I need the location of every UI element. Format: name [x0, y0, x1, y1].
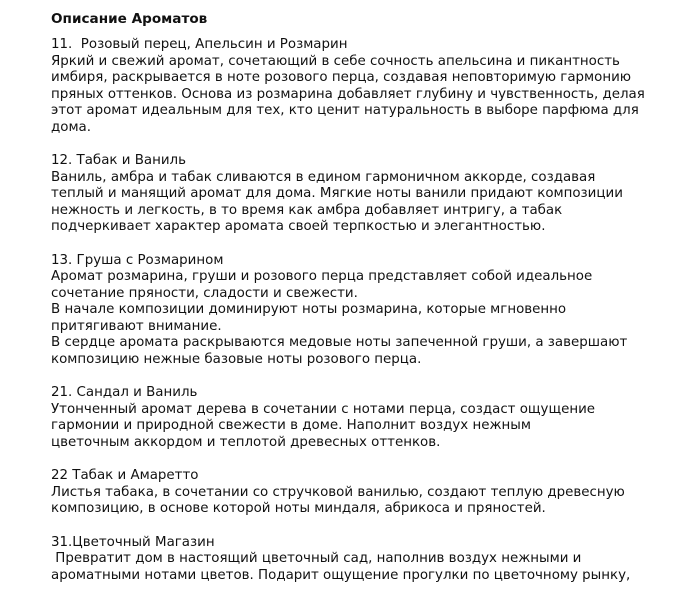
- text-line: теплый и манящий аромат для дома. Мягкие ноты ванили придают композиции: [51, 186, 623, 201]
- fragrance-section: [51, 253, 681, 369]
- text-line: притягивают внимание.: [51, 318, 222, 334]
- section-heading: 31.Цветочный Магазин: [51, 534, 215, 550]
- section-heading: 12. Табак и Ваниль: [51, 153, 187, 168]
- document-title: Описание Ароматов: [51, 11, 208, 27]
- section-paragraph: [51, 402, 681, 452]
- text-line: композицию нежные базовые ноты розового перца.: [51, 351, 422, 367]
- fragrance-section: [51, 153, 681, 236]
- text-line: гармонии и природной свежести в доме. Наполнит воздух нежным: [51, 418, 531, 433]
- text-line: нежность и легкость, в то время как амбра добавляет интригу, а табак: [51, 202, 563, 218]
- text-line: сочетание пряности, сладости и свежести.: [51, 285, 358, 301]
- section-paragraph: [51, 54, 681, 137]
- text-line: ароматными нотами цветов. Подарит ощущение прогулки по цветочному рынку,: [51, 567, 631, 583]
- section-paragraph: [51, 269, 681, 302]
- text-line: Аромат розмарина, груши и розового перца представляет собой идеальное: [51, 269, 593, 284]
- text-line: имбиря, раскрывается в ноте розового перца, создавая неповторимую гармонию: [51, 70, 632, 85]
- fragrance-section: [51, 468, 681, 518]
- text-line: подчеркивает характер аромата своей терпкостью и элегантностью.: [51, 219, 546, 234]
- section-paragraph: [51, 302, 681, 335]
- text-line: Утонченный аромат дерева в сочетании с нотами перца, создаст ощущение: [51, 401, 596, 417]
- text-line: В начале композиции доминируют ноты розмарина, которые мгновенно: [51, 302, 567, 317]
- section-paragraph: [51, 170, 681, 236]
- text-line: В сердце аромата раскрываются медовые ноты запеченной груши, а завершают: [51, 335, 628, 350]
- text-line: Яркий и свежий аромат, сочетающий в себе сочность апельсина и пикантность: [51, 53, 620, 69]
- section-heading: 13. Груша с Розмарином: [51, 252, 224, 268]
- section-heading: 22 Табак и Амаретто: [51, 468, 199, 483]
- document-body: [51, 11, 681, 601]
- text-line: Превратит дом в настоящий цветочный сад, наполнив воздух нежными и: [51, 551, 582, 566]
- fragrance-section: [51, 37, 681, 136]
- text-line: Ваниль, амбра и табак сливаются в едином гармоничном аккорде, создавая: [51, 169, 596, 185]
- section-heading: 11. Розовый перец, Апельсин и Розмарин: [51, 37, 348, 52]
- section-paragraph: [51, 335, 681, 368]
- text-line: цветочным аккордом и теплотой древесных оттенков.: [51, 434, 441, 450]
- fragrance-section: [51, 385, 681, 451]
- text-line: композицию, в основе которой ноты миндаля, абрикоса и пряностей.: [51, 501, 546, 516]
- text-line: дома.: [51, 119, 92, 135]
- section-paragraph: [51, 485, 681, 518]
- text-line: Листья табака, в сочетании со стручковой ванилью, создают теплую древесную: [51, 484, 625, 500]
- text-line: этот аромат идеальным для тех, кто ценит натуральность в выборе парфюма для: [51, 103, 639, 118]
- text-line: пряных оттенков. Основа из розмарина добавляет глубину и чувственность, делая: [51, 86, 645, 102]
- section-heading: 21. Сандал и Ваниль: [51, 385, 198, 400]
- section-paragraph: [51, 551, 681, 584]
- fragrance-section: [51, 535, 681, 585]
- sections-list: [51, 37, 681, 584]
